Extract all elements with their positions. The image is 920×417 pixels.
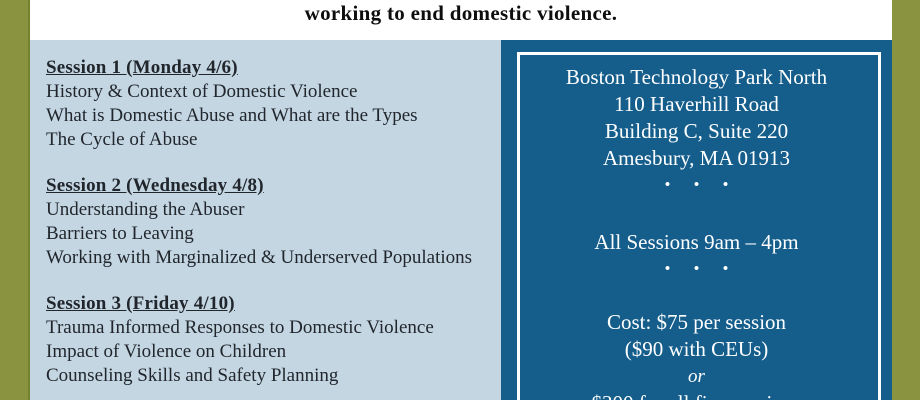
cost-all-sessions: $300 for all five sessions: [591, 391, 802, 415]
right-olive-stripe: [892, 0, 920, 400]
dots-divider: • • •: [664, 261, 739, 277]
address-line: Boston Technology Park North: [565, 65, 828, 89]
cost-or: or: [688, 366, 705, 387]
address-line: 110 Haverhill Road: [614, 92, 779, 116]
session-3-topic: Trauma Informed Responses to Domestic Violence: [46, 317, 434, 338]
address-line: Building C, Suite 220: [604, 119, 789, 143]
cost-per-session: Cost: $75 per session: [606, 310, 787, 334]
dots-divider: • • •: [664, 177, 739, 193]
session-2-topic: Barriers to Leaving: [46, 223, 194, 244]
session-1-title: Session 1 (Monday 4/6): [46, 57, 238, 78]
cost-with-ceus: ($90 with CEUs): [624, 337, 769, 361]
session-1-topic: The Cycle of Abuse: [46, 129, 198, 150]
session-1-topic: History & Context of Domestic Violence: [46, 81, 358, 102]
session-hours: All Sessions 9am – 4pm: [594, 230, 799, 254]
session-block-3: [46, 292, 495, 388]
header-band: [30, 0, 892, 40]
session-3-title: Session 3 (Friday 4/10): [46, 293, 235, 314]
session-block-1: [46, 56, 495, 152]
session-2-title: Session 2 (Wednesday 4/8): [46, 175, 264, 196]
left-olive-stripe: [0, 0, 30, 400]
session-1-topic: What is Domestic Abuse and What are the Types: [46, 105, 418, 126]
session-2-topic: Working with Marginalized & Underserved Populations: [46, 247, 473, 268]
address-line: Amesbury, MA 01913: [602, 146, 791, 170]
session-block-2: [46, 174, 495, 270]
org-tagline: working to end domestic violence.: [304, 1, 618, 25]
sessions-panel: [30, 40, 501, 400]
session-3-topic: Impact of Violence on Children: [46, 341, 287, 362]
info-panel-content: [501, 64, 892, 417]
session-2-topic: Understanding the Abuser: [46, 199, 245, 220]
session-3-topic: Counseling Skills and Safety Planning: [46, 365, 339, 386]
info-panel: [501, 40, 892, 415]
